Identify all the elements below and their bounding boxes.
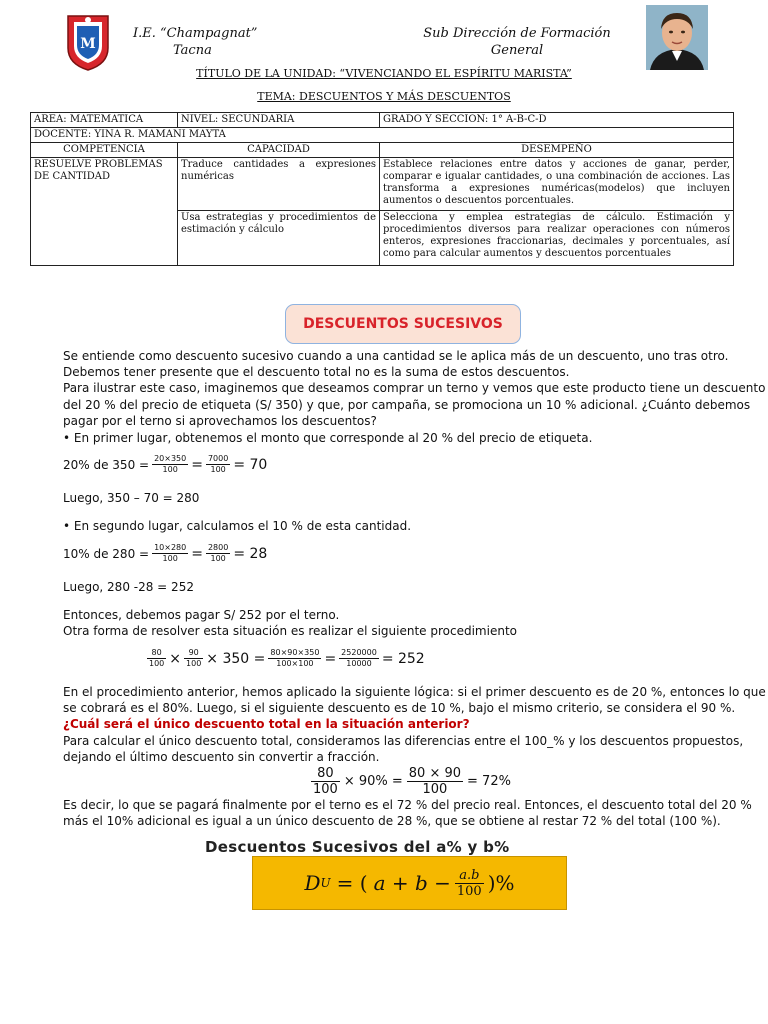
equation-combined <box>147 648 425 669</box>
svg-text:M: M <box>80 36 96 52</box>
question-heading: ¿Cuál será el único descuento total en la situación anterior? <box>63 717 470 731</box>
numerator: 2520000 <box>341 648 377 657</box>
teacher-cell: DOCENTE: YINA R. MAMANI MAYTA <box>31 128 734 143</box>
formula-lhs-subscript: U <box>320 876 331 890</box>
subdirection-line2: General <box>490 43 544 58</box>
denominator: 10000 <box>346 659 372 668</box>
fraction <box>206 543 230 564</box>
numerator: a.b <box>455 868 484 884</box>
paragraph-example-line1: Para ilustrar este caso, imaginemos que deseamos comprar un terno y vemos que este producto tiene un descuento <box>63 381 766 395</box>
step-result-2: Luego, 280 -28 = 252 <box>63 580 194 594</box>
table-row <box>31 113 734 128</box>
desempeno-cell: Establece relaciones entre datos y acciones de ganar, perder, comparar e igualar cantidades, o una combinación de acciones. Las transforma a expresiones numéricas(modelos) que incluyen aumentos o descuentos porcentuales. <box>380 158 734 211</box>
column-header-desempeno: DESEMPEÑO <box>380 143 734 158</box>
grade-cell: GRADO Y SECCION: 1° A-B-C-D <box>380 113 734 128</box>
unit-title: TÍTULO DE LA UNIDAD: “VIVENCIANDO EL ESPÍRITU MARISTA” <box>196 67 572 80</box>
school-name <box>133 25 257 59</box>
numerator: 80×90×350 <box>270 648 320 657</box>
denominator: 100 <box>162 465 178 474</box>
denominator: 100 <box>186 659 202 668</box>
numerator: 7000 <box>207 454 229 463</box>
equation-middle: × 350 = <box>206 650 266 667</box>
formula-fraction <box>455 868 484 899</box>
denominator: 100 <box>313 782 338 797</box>
formula-lhs: D <box>304 871 321 895</box>
logic-line1: En el procedimiento anterior, hemos aplicado la siguiente lógica: si el primer descuento es de 20 %, entonces lo que <box>63 685 766 699</box>
fraction <box>152 454 188 475</box>
denominator: 100 <box>422 782 448 797</box>
logic-line2: se cobrará es el 80%. Luego, si el siguiente descuento es de 10 %, bajo el mismo criterio, se considera el 90 %. <box>63 701 736 715</box>
bullet-first-step: • En primer lugar, obtenemos el monto que corresponde al 20 % del precio de etiqueta. <box>63 431 593 445</box>
equation-second-discount <box>63 543 267 564</box>
fraction <box>184 648 203 669</box>
numerator: 80 <box>311 766 340 782</box>
fraction <box>407 766 463 797</box>
times-sign: × <box>169 650 182 667</box>
fraction <box>268 648 321 669</box>
final-line1: Es decir, lo que se pagará finalmente por el terno es el 72 % del precio real. Entonces, el descuento total del 20 % <box>63 798 752 812</box>
equation-middle: × 90% = <box>343 773 403 789</box>
denominator: 100 <box>149 659 165 668</box>
denominator: 100 <box>210 554 226 563</box>
paragraph-example-line2: del 20 % del precio de etiqueta (S/ 350) y que, por campaña, se promociona un 10 % adicional. ¿Cuánto debemos <box>63 398 751 412</box>
fraction <box>206 454 230 475</box>
denominator: 100 <box>162 554 178 563</box>
area-cell: AREA: MATEMATICA <box>31 113 178 128</box>
calc-line1: Para calcular el único descuento total, consideramos las diferencias entre el 100_% y los descuentos propuestos, <box>63 734 744 748</box>
calc-line2: dejando el último descuento sin convertir a fracción. <box>63 750 380 764</box>
equation-result: = 28 <box>233 545 268 562</box>
competencia-cell: RESUELVE PROBLEMAS DE CANTIDAD <box>31 158 178 266</box>
alternative-method: Otra forma de resolver esta situación es realizar el siguiente procedimiento <box>63 624 517 638</box>
numerator: 80 <box>147 648 166 659</box>
formula-terms: a + b − <box>373 871 451 895</box>
denominator: 100 <box>456 883 482 899</box>
subdirection-line1: Sub Dirección de Formación <box>423 26 611 41</box>
paragraph-note: Debemos tener presente que el descuento total no es la suma de estos descuentos. <box>63 365 570 379</box>
fraction <box>311 766 340 797</box>
numerator: 90 <box>184 648 203 659</box>
school-crest-logo <box>64 12 112 72</box>
equals-sign: = <box>191 456 203 473</box>
formula-close: )% <box>487 871 515 895</box>
portrait-image <box>646 5 708 70</box>
paragraph-definition: Se entiende como descuento sucesivo cuando a una cantidad se le aplica más de un descuento, uno tras otro. <box>63 349 729 363</box>
table-row <box>31 128 734 143</box>
curriculum-table <box>30 112 734 266</box>
desempeno-cell: Selecciona y emplea estrategias de cálculo. Estimación y procedimientos diversos para realizar operaciones con números enteros, expresiones fraccionarias, decimales y porcentuales, así como para calcular aumentos y descuentos porcentuales <box>380 211 734 266</box>
equals-sign: = <box>324 650 337 667</box>
equation-lead: 20% de 350 = <box>63 457 150 472</box>
equation-total-discount <box>311 766 511 797</box>
subdirection-name <box>419 25 615 59</box>
equation-result: = 72% <box>467 773 511 789</box>
capacidad-cell: Usa estrategias y procedimientos de estimación y cálculo <box>178 211 380 266</box>
formula-open: = ( <box>336 871 368 895</box>
column-header-capacidad: CAPACIDAD <box>178 143 380 158</box>
fraction <box>152 543 188 564</box>
fraction <box>147 648 166 669</box>
equation-result: = 70 <box>233 456 268 473</box>
school-city: Tacna <box>173 43 212 58</box>
denominator: 100×100 <box>276 659 314 668</box>
level-cell: NIVEL: SECUNDARIA <box>178 113 380 128</box>
numerator: 80 × 90 <box>408 766 462 781</box>
paragraph-example-line3: pagar por el terno si aprovechamos los descuentos? <box>63 414 377 428</box>
equation-lead: 10% de 280 = <box>63 546 150 561</box>
numerator: 20×350 <box>154 454 187 463</box>
equals-sign: = <box>191 545 203 562</box>
fraction <box>339 648 379 669</box>
step-result-1: Luego, 350 – 70 = 280 <box>63 491 200 505</box>
numerator: 10×280 <box>154 543 187 552</box>
numerator: 2800 <box>207 543 229 552</box>
column-header-competencia: COMPETENCIA <box>31 143 178 158</box>
bullet-second-step: • En segundo lugar, calculamos el 10 % de esta cantidad. <box>63 519 412 533</box>
topic-title: TEMA: DESCUENTOS Y MÁS DESCUENTOS <box>257 90 511 103</box>
final-line2: más el 10% adicional es igual a un único descuento de 28 %, que se obtiene al restar 72 % del total (100 %). <box>63 814 721 828</box>
table-row <box>31 158 734 211</box>
table-header-row <box>31 143 734 158</box>
conclusion-payment: Entonces, debemos pagar S/ 252 por el terno. <box>63 608 340 622</box>
formula-box <box>252 856 567 910</box>
capacidad-cell: Traduce cantidades a expresiones numéricas <box>178 158 380 211</box>
equation-result: = 252 <box>381 650 425 667</box>
denominator: 100 <box>210 465 226 474</box>
school-name-line1: I.E. “Champagnat” <box>133 26 258 41</box>
section-heading: DESCUENTOS SUCESIVOS <box>285 304 521 344</box>
formula-title: Descuentos Sucesivos del a% y b% <box>205 838 510 856</box>
equation-first-discount <box>63 454 267 475</box>
